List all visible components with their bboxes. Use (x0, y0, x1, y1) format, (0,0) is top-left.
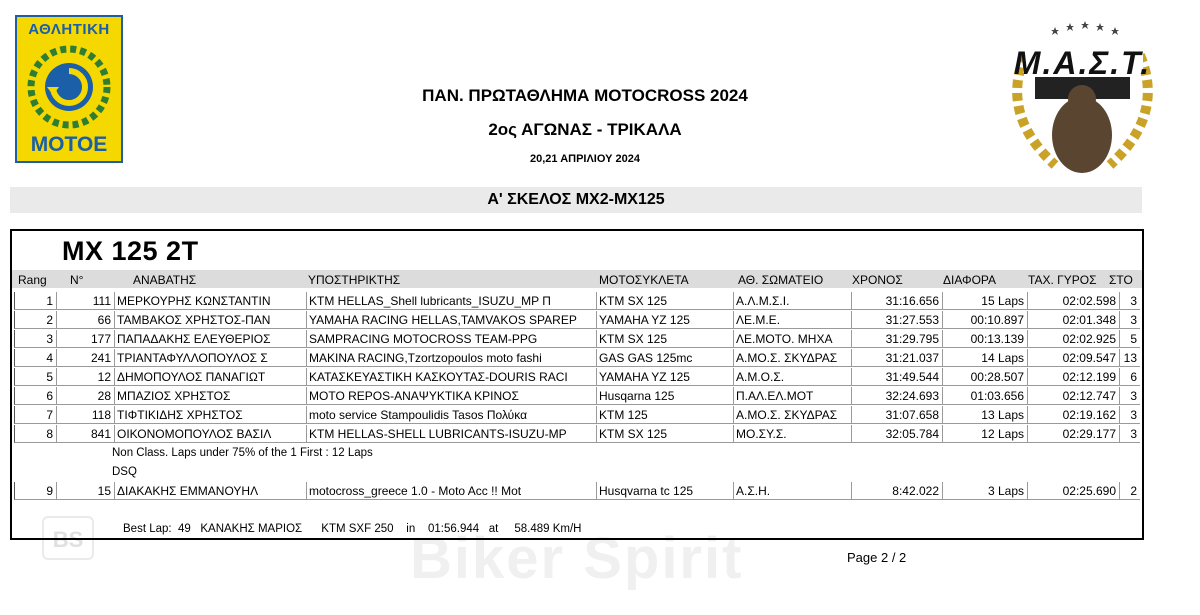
cell-best-lap: 02:02.598 (1027, 292, 1119, 310)
col-header-best-lap: ΤΑΧ. ΓΥΡΟΣ (1028, 273, 1097, 287)
cell-lap-on: 5 (1119, 330, 1140, 348)
watermark-badge: BS (42, 516, 94, 560)
best-lap-line: Best Lap: 49 ΚΑΝΑΚΗΣ ΜΑΡΙΟΣ KTM SXF 250 in 01:56.944 at 58.489 Km/H (123, 523, 582, 535)
cell-bike: KTM SX 125 (596, 330, 733, 348)
cell-bike: Husqarna 125 (596, 387, 733, 405)
cell-gap: 15 Laps (942, 292, 1027, 310)
cell-club: Α.Λ.Μ.Σ.Ι. (733, 292, 851, 310)
cell-sponsor: SAMPRACING MOTOCROSS TEAM-PPG (306, 330, 596, 348)
cell-bike: KTM 125 (596, 406, 733, 424)
cell-sponsor: motocross_greece 1.0 - Moto Acc !! Mot (306, 482, 596, 500)
cell-best-lap: 02:01.348 (1027, 311, 1119, 329)
cell-bike: KTM SX 125 (596, 292, 733, 310)
cell-best-lap: 02:19.162 (1027, 406, 1119, 424)
cell-rang: 7 (14, 406, 56, 424)
race-title: 2ος ΑΓΩΝΑΣ - ΤΡΙΚΑΛΑ (488, 120, 682, 139)
col-header-rider: ΑΝΑΒΑΤΗΣ (133, 273, 197, 287)
club-logo-text: Μ.Α.Σ.Τ. (1013, 45, 1152, 81)
cell-number: 118 (56, 406, 114, 424)
cell-sponsor: ΚΑΤΑΣΚΕΥΑΣΤΙΚΗ ΚΑΣΚΟΥΤΑΣ-DOURIS RACI (306, 368, 596, 386)
cell-rider: ΤΙΦΤΙΚΙΔΗΣ ΧΡΗΣΤΟΣ (114, 406, 306, 424)
championship-title: ΠΑΝ. ΠΡΩΤΑΘΛΗΜΑ MOTOCROSS 2024 (422, 86, 748, 105)
cell-lap-on: 3 (1119, 425, 1140, 443)
table-row (14, 387, 1140, 405)
cell-rang: 5 (14, 368, 56, 386)
cell-lap-on: 6 (1119, 368, 1140, 386)
cell-club: Π.ΑΛ.ΕΛ.ΜΟΤ (733, 387, 851, 405)
cell-sponsor: MOTO REPOS-ΑΝΑΨΥΚΤΙΚΑ ΚΡΙΝΟΣ (306, 387, 596, 405)
cell-gap: 12 Laps (942, 425, 1027, 443)
cell-number: 15 (56, 482, 114, 500)
cell-number: 241 (56, 349, 114, 367)
cell-best-lap: 02:25.690 (1027, 482, 1119, 500)
cell-best-lap: 02:09.547 (1027, 349, 1119, 367)
cell-rider: ΟΙΚΟΝΟΜΟΠΟΥΛΟΣ ΒΑΣΙΛ (114, 425, 306, 443)
cell-rang: 8 (14, 425, 56, 443)
cell-rider: ΜΕΡΚΟΥΡΗΣ ΚΩΝΣΤΑΝΤΙΝ (114, 292, 306, 310)
cell-time: 31:07.658 (851, 406, 942, 424)
cell-rider: ΔΗΜΟΠΟΥΛΟΣ ΠΑΝΑΓΙΩΤ (114, 368, 306, 386)
table-row (14, 482, 1140, 500)
col-header-rang: Rang (18, 273, 47, 287)
cell-time: 8:42.022 (851, 482, 942, 500)
cell-club: Α.ΜΟ.Σ. ΣΚΥΔΡΑΣ (733, 349, 851, 367)
cell-gap: 14 Laps (942, 349, 1027, 367)
cell-club: Α.Σ.Η. (733, 482, 851, 500)
table-row (14, 425, 1140, 443)
class-title: MX 125 2T (62, 236, 199, 266)
cell-number: 66 (56, 311, 114, 329)
cell-rang: 3 (14, 330, 56, 348)
race-date: 20,21 ΑΠΡΙΛΙΟΥ 2024 (530, 153, 640, 165)
cell-number: 177 (56, 330, 114, 348)
cell-time: 31:16.656 (851, 292, 942, 310)
cell-rider: ΤΡΙΑΝΤΑΦΥΛΛΟΠΟΥΛΟΣ Σ (114, 349, 306, 367)
cell-rang: 4 (14, 349, 56, 367)
col-header-time: ΧΡΟΝΟΣ (852, 273, 903, 287)
cell-time: 32:24.693 (851, 387, 942, 405)
cell-rider: ΔΙΑΚΑΚΗΣ ΕΜΜΑΝΟΥΗΛ (114, 482, 306, 500)
cell-sponsor: MAKINA RACING,Tzortzopoulos moto fashi (306, 349, 596, 367)
cell-time: 31:21.037 (851, 349, 942, 367)
cell-lap-on: 3 (1119, 406, 1140, 424)
cell-rang: 2 (14, 311, 56, 329)
cell-gap: 00:13.139 (942, 330, 1027, 348)
page-number: Page 2 / 2 (847, 550, 907, 565)
cell-gap: 13 Laps (942, 406, 1027, 424)
cell-rider: ΠΑΠΑΔΑΚΗΣ ΕΛΕΥΘΕΡΙΟΣ (114, 330, 306, 348)
table-row (14, 330, 1140, 348)
cell-gap: 00:28.507 (942, 368, 1027, 386)
cell-rider: ΜΠΑΖΙΟΣ ΧΡΗΣΤΟΣ (114, 387, 306, 405)
col-header-gap: ΔΙΑΦΟΡΑ (943, 273, 997, 287)
cell-sponsor: YAMAHA RACING HELLAS,TAMVAKOS SPAREP (306, 311, 596, 329)
cell-gap: 3 Laps (942, 482, 1027, 500)
cell-time: 31:27.553 (851, 311, 942, 329)
cell-club: Α.ΜΟ.Σ. ΣΚΥΔΡΑΣ (733, 406, 851, 424)
watermark-text: Biker Spirit (410, 526, 744, 591)
cell-bike: KTM SX 125 (596, 425, 733, 443)
cell-number: 28 (56, 387, 114, 405)
cell-best-lap: 02:02.925 (1027, 330, 1119, 348)
table-row (14, 406, 1140, 424)
cell-lap-on: 3 (1119, 292, 1140, 310)
cell-club: ΜΟ.ΣΥ.Σ. (733, 425, 851, 443)
cell-sponsor: KTM HELLAS-SHELL LUBRICANTS-ISUZU-MP (306, 425, 596, 443)
cell-rider: ΤΑΜΒΑΚΟΣ ΧΡΗΣΤΟΣ-ΠΑΝ (114, 311, 306, 329)
cell-number: 841 (56, 425, 114, 443)
cell-time: 32:05.784 (851, 425, 942, 443)
cell-lap-on: 13 (1119, 349, 1140, 367)
table-row (14, 311, 1140, 329)
cell-best-lap: 02:12.199 (1027, 368, 1119, 386)
cell-sponsor: KTM HELLAS_Shell lubricants_ISUZU_MP Π (306, 292, 596, 310)
cell-lap-on: 3 (1119, 387, 1140, 405)
cell-number: 111 (56, 292, 114, 310)
non-class-note: Non Class. Laps under 75% of the 1 First : 12 Laps (112, 447, 373, 459)
cell-bike: YAMAHA YZ 125 (596, 368, 733, 386)
cell-club: ΛΕ.Μ.Ε. (733, 311, 851, 329)
cell-club: ΛΕ.ΜΟΤΟ. ΜΗΧΑ (733, 330, 851, 348)
cell-gap: 01:03.656 (942, 387, 1027, 405)
cell-time: 31:29.795 (851, 330, 942, 348)
cell-lap-on: 3 (1119, 311, 1140, 329)
col-header-number: N° (70, 273, 84, 287)
table-row (14, 292, 1140, 310)
col-header-lap-on: ΣΤΟ (1109, 273, 1133, 287)
dsq-label: DSQ (112, 466, 137, 478)
col-header-sponsor: ΥΠΟΣΤΗΡΙΚΤΗΣ (308, 273, 401, 287)
cell-club: Α.Μ.Ο.Σ. (733, 368, 851, 386)
cell-best-lap: 02:29.177 (1027, 425, 1119, 443)
cell-time: 31:49.544 (851, 368, 942, 386)
cell-rang: 9 (14, 482, 56, 500)
col-header-club: ΑΘ. ΣΩΜΑΤΕΙΟ (738, 273, 824, 287)
cell-lap-on: 2 (1119, 482, 1140, 500)
table-row (14, 368, 1140, 386)
cell-bike: GAS GAS 125mc (596, 349, 733, 367)
cell-rang: 6 (14, 387, 56, 405)
cell-gap: 00:10.897 (942, 311, 1027, 329)
cell-bike: Husqvarna tc 125 (596, 482, 733, 500)
cell-bike: YAMAHA YZ 125 (596, 311, 733, 329)
cell-sponsor: moto service Stampoulidis Tasos Πολύκα (306, 406, 596, 424)
logo-top-text: ΑΘΛΗΤΙΚΗ (28, 21, 110, 38)
cell-best-lap: 02:12.747 (1027, 387, 1119, 405)
col-header-bike: ΜΟΤΟΣΥΚΛΕΤΑ (599, 273, 689, 287)
cell-rang: 1 (14, 292, 56, 310)
stage-title: Α' ΣΚΕΛΟΣ MX2-MX125 (487, 191, 665, 208)
table-row (14, 349, 1140, 367)
cell-number: 12 (56, 368, 114, 386)
logo-bottom-text: ΜΟΤΟΕ (30, 133, 108, 156)
